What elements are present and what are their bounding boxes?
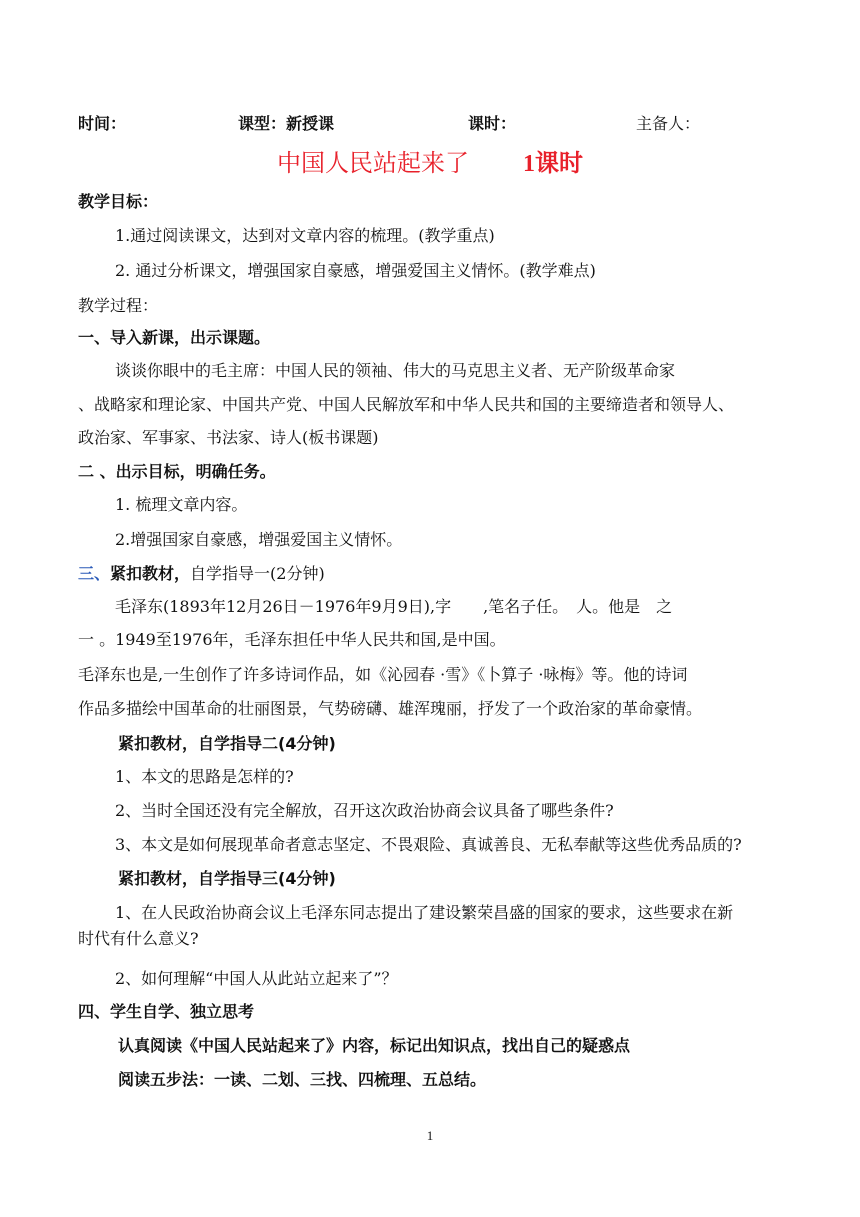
section2-item: 2.增强国家自豪感，增强爱国主义情怀。 <box>115 530 403 549</box>
process-heading: 教学过程： <box>78 296 159 315</box>
page-number: 1 <box>426 1128 434 1143</box>
guide2-item: 1、本文的思路是怎样的? <box>115 767 294 786</box>
section3-text: 一 。1949至1976年，毛泽东担任中华人民共和国,是中国。 <box>78 630 506 649</box>
guide2-item: 3、本文是如何展现革命者意志坚定、不畏艰险、真诚善良、无私奉献等这些优秀品质的? <box>115 835 742 854</box>
title-main: 中国人民站起来了 <box>277 149 469 177</box>
section1-heading: 一、导入新课，出示课题。 <box>78 328 271 347</box>
section4-text: 认真阅读《中国人民站起来了》内容，标记出知识点，找出自己的疑惑点 <box>118 1036 631 1055</box>
section4-text: 阅读五步法：一读、二划、三找、四梳理、五总结。 <box>118 1070 487 1089</box>
section3-heading-rest: 自学指导一(2分钟) <box>190 564 325 583</box>
section3-prefix: 三、 <box>78 564 111 583</box>
section3-heading-row <box>78 563 790 585</box>
section1-text: 政治家、军事家、书法家、诗人(板书课题) <box>78 428 379 447</box>
section1-text: 谈谈你眼中的毛主席：中国人民的领袖、伟大的马克思主义者、无产阶级革命家 <box>115 361 676 380</box>
time-label: 时间： <box>78 114 127 133</box>
goals-heading: 教学目标： <box>78 192 159 211</box>
section3-text: 毛泽东也是,一生创作了许多诗词作品，如《沁园春 ·雪》《卜算子 ·咏梅》等。他的诗词 <box>78 665 688 684</box>
section4-heading: 四、学生自学、独立思考 <box>78 1002 255 1021</box>
preparer-label: 主备人： <box>636 114 701 133</box>
section2-item: 1. 梳理文章内容。 <box>115 495 248 514</box>
section3-heading: 紧扣教材， <box>110 564 191 583</box>
guide3-item: 1、在人民政治协商会议上毛泽东同志提出了建设繁荣昌盛的国家的要求，这些要求在新 <box>115 903 734 922</box>
guide3-item: 时代有什么意义? <box>78 929 199 948</box>
page-title <box>0 148 860 179</box>
section1-text: 、战略家和理论家、中国共产党、中国人民解放军和中华人民共和国的主要缔造者和领导人、 <box>78 395 735 414</box>
section3-text: 作品多描绘中国革命的壮丽图景，气势磅礴、雄浑瑰丽，抒发了一个政治家的革命豪情。 <box>78 699 703 718</box>
period-label: 课时： <box>468 114 517 133</box>
section2-heading: 二 、出示目标，明确任务。 <box>78 462 276 481</box>
guide2-heading: 紧扣教材，自学指导二(4分钟) <box>118 734 336 753</box>
guide3-heading: 紧扣教材，自学指导三(4分钟) <box>118 869 336 888</box>
guide3-item: 2、如何理解“中国人从此站立起来了”？ <box>115 969 398 988</box>
goal-item: 1.通过阅读课文，达到对文章内容的梳理。(教学重点) <box>115 226 495 245</box>
title-period: 1课时 <box>523 151 583 177</box>
goal-item: 2. 通过分析课文，增强国家自豪感，增强爱国主义情怀。(教学难点) <box>115 261 596 280</box>
lesson-type-label: 课型：新授课 <box>238 114 335 133</box>
guide2-item: 2、当时全国还没有完全解放，召开这次政治协商会议具备了哪些条件? <box>115 801 614 820</box>
section3-text: 毛泽东(1893年12月26日－1976年9月9日),字 ,笔名子任。 人。他是 之 <box>115 597 673 616</box>
